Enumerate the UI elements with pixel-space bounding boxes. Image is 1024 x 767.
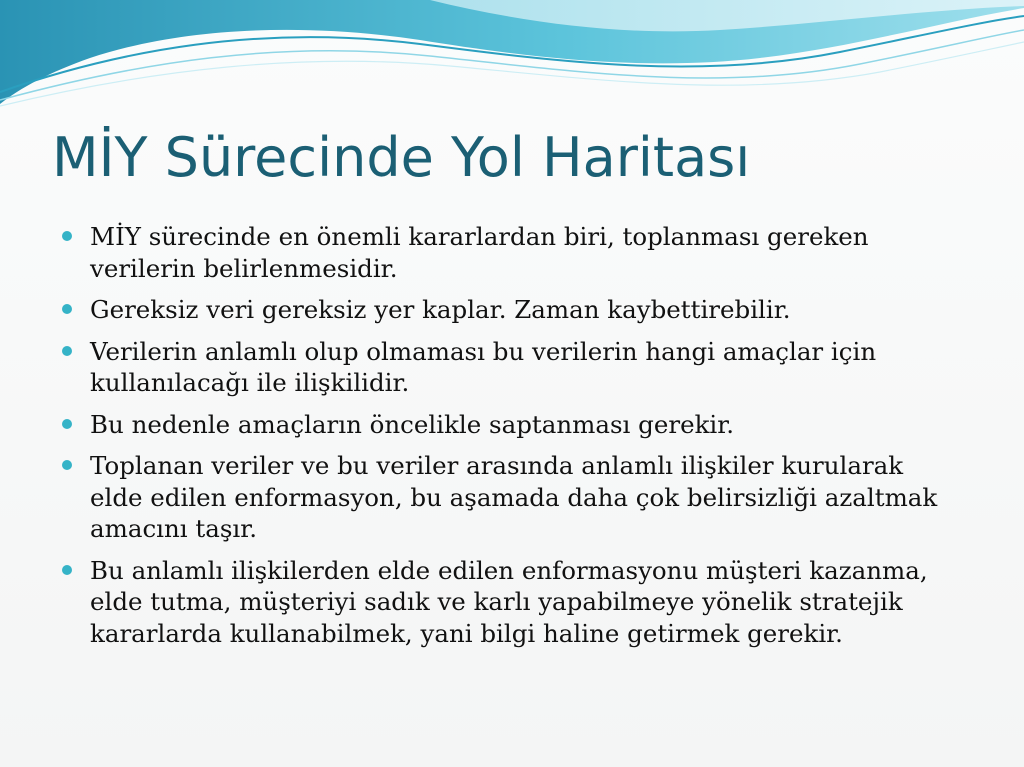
- bullet-text: MİY sürecinde en önemli kararlardan biri, toplanması gereken verilerin belirlenmesidir.: [90, 222, 869, 283]
- bullet-dot-icon: [62, 419, 72, 429]
- bullet-list: [62, 221, 962, 659]
- bullet-item: [62, 221, 962, 284]
- bullet-text: Toplanan veriler ve bu veriler arasında anlamlı ilişkiler kurularak elde edilen enformasyon, bu aşamada daha çok belirsizliği azaltmak amacını taşır.: [90, 451, 938, 543]
- bullet-dot-icon: [62, 565, 72, 575]
- bullet-dot-icon: [62, 346, 72, 356]
- bullet-text: Verilerin anlamlı olup olmaması bu verilerin hangi amaçlar için kullanılacağı ile ilişkilidir.: [90, 336, 877, 397]
- bullet-item: [62, 450, 962, 545]
- bullet-item: [62, 336, 962, 399]
- bullet-dot-icon: [62, 231, 72, 241]
- bullet-text: Gereksiz veri gereksiz yer kaplar. Zaman kaybettirebilir.: [90, 295, 791, 324]
- bullet-dot-icon: [62, 304, 72, 314]
- bullet-item: [62, 294, 962, 326]
- bullet-dot-icon: [62, 460, 72, 470]
- slide-title: MİY Sürecinde Yol Haritası: [52, 126, 751, 189]
- bullet-item: [62, 409, 962, 441]
- header-wave-decoration: [0, 0, 1024, 120]
- bullet-text: Bu anlamlı ilişkilerden elde edilen enformasyonu müşteri kazanma, elde tutma, müşteriyi sadık ve karlı yapabilmeye yönelik stratejik kararlarda kullanabilmek, yani bilgi haline getirmek gerekir.: [90, 555, 928, 648]
- bullet-text: Bu nedenle amaçların öncelikle saptanması gerekir.: [90, 409, 735, 439]
- bullet-item: [62, 555, 962, 650]
